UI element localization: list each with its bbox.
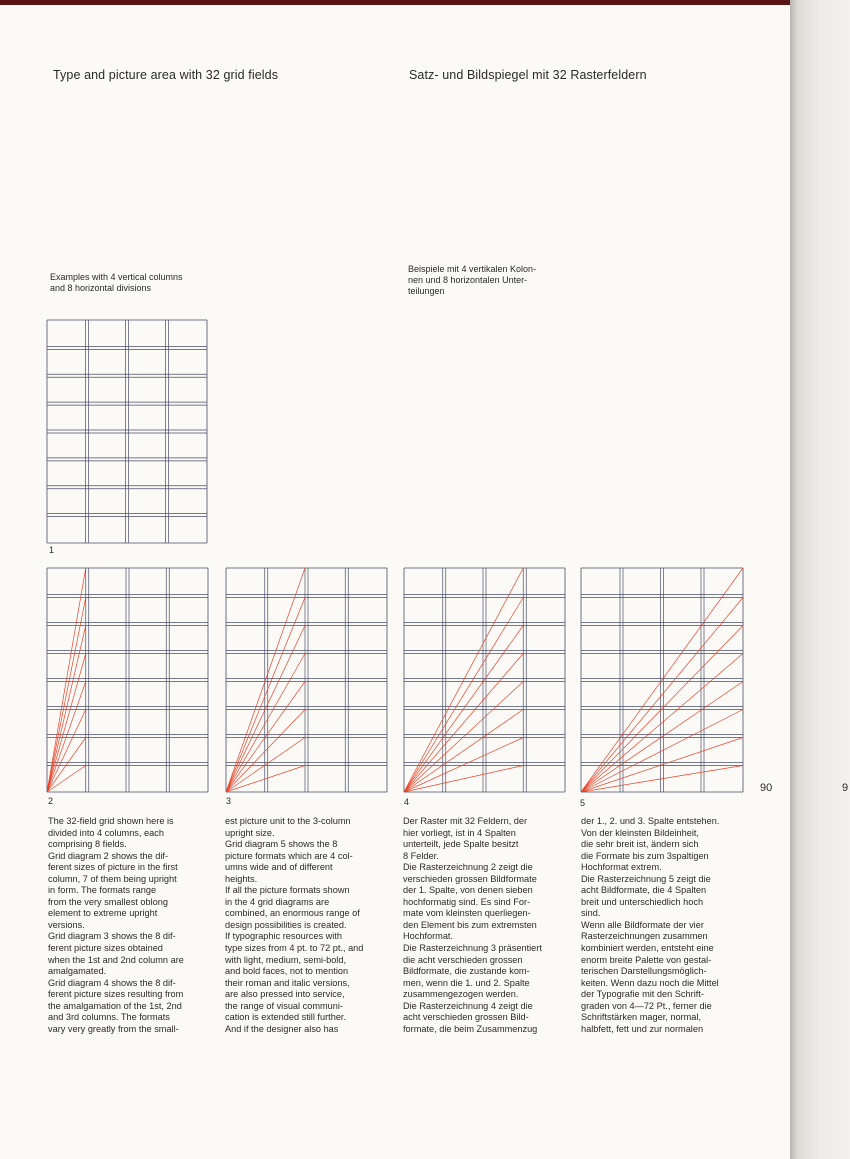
heading-german: Satz- und Bildspiegel mit 32 Rasterfeldern (409, 68, 647, 82)
figure-number-2: 2 (48, 796, 54, 806)
fan-diagonal-line (226, 682, 305, 793)
fan-diagonal-line (581, 682, 743, 793)
book-gutter (790, 0, 850, 1159)
fan-diagonal-line (404, 654, 523, 793)
body-column-2: est picture unit to the 3-column upright size. Grid diagram 5 shows the 8 picture formats which are 4 col- umns wide and of different heights. If all the picture formats shown in the 4 grid diagrams are combined, an enormous range of design possibilities is created. If typographic resources with type sizes from 4 pt. to 72 pt., and with light, medium, semi-bold, and bold faces, not to mention their roman and italic versions, are also pressed into service, the range of visual communi- cation is extended still further. And if the designer also has (225, 816, 364, 1034)
grid-diagram-1 (47, 320, 207, 543)
fan-diagonal-line (47, 766, 86, 793)
caption-english: Examples with 4 vertical columns and 8 horizontal divisions (50, 272, 183, 293)
fan-diagonal-line (404, 710, 523, 793)
caption-german: Beispiele mit 4 vertikalen Kolon- nen und 8 horizontalen Unter- teilungen (408, 264, 537, 296)
fan-diagonal-line (47, 654, 86, 793)
fan-diagonal-line (226, 568, 305, 792)
fan-diagonal-line (226, 710, 305, 793)
figure-number-4: 4 (404, 797, 410, 807)
fan-diagonal-line (404, 682, 523, 793)
fan-diagonal-line (226, 766, 305, 793)
page-number-right: 9 (842, 782, 849, 794)
grid-diagram-4 (404, 568, 565, 792)
fan-diagonal-line (404, 738, 523, 793)
fan-diagonal-line (581, 568, 743, 792)
grid-diagram-3 (226, 568, 387, 792)
fan-diagonal-line (226, 654, 305, 793)
fan-diagonal-line (581, 654, 743, 793)
figure-number-5: 5 (580, 798, 586, 808)
fan-diagonal-line (404, 766, 523, 793)
figure-number-1: 1 (49, 545, 55, 555)
fan-diagonal-line (581, 766, 743, 793)
body-column-4: der 1., 2. und 3. Spalte entstehen. Von der kleinsten Bildeinheit, die sehr breit ist, ändern sich die Formate bis zum 3spaltigen Hochformat extrem. Die Rasterzeichnung 5 zeigt die acht Bildformate, die 4 Spalten breit und unterschiedlich hoch sind. Wenn alle Bildformate der vier Rasterzeichnungen zusammen kombiniert werden, entsteht eine enorm breite Palette von gestal- terischen Darstellungsmöglich- keiten. Wenn dazu noch die Mittel der Typografie mit den Schrift- graden von 4—72 Pt., ferner die Schriftstärken mager, normal, halbfett, fett und zur normalen (581, 816, 720, 1034)
grid-diagram-5 (581, 568, 743, 792)
figure-number-3: 3 (226, 796, 232, 806)
body-column-3: Der Raster mit 32 Feldern, der hier vorliegt, ist in 4 Spalten unterteilt, jede Spalte besitzt 8 Felder. Die Rasterzeichnung 2 zeigt die verschieden grossen Bildformate der 1. Spalte, von denen sieben hochformatig sind. Es sind For- mate vom kleinsten querliegen- den Element bis zum extremsten Hochformat. Die Rasterzeichnung 3 präsentiert die acht verschieden grossen Bildformate, die zustande kom- men, wenn die 1. und 2. Spalte zusammengezogen werden. Die Rasterzeichnung 4 zeigt die acht verschieden grossen Bild- formate, die beim Zusammenzug (403, 816, 542, 1034)
fan-diagonal-line (47, 568, 86, 792)
fan-diagonal-line (581, 710, 743, 793)
body-column-1: The 32-field grid shown here is divided into 4 columns, each comprising 8 fields. Grid diagram 2 shows the dif- ferent sizes of picture in the first column, 7 of them being upright in form. The formats range from the very smallest oblong element to extreme upright versions. Grid diagram 3 shows the 8 dif- ferent picture sizes obtained when the 1st and 2nd column are amalgamated. Grid diagram 4 shows the 8 dif- ferent picture sizes resulting from the amalgamation of the 1st, 2nd and 3rd columns. The formats vary very greatly from the small- (48, 816, 184, 1034)
grid-diagram-2 (47, 568, 208, 792)
fan-diagonal-line (226, 738, 305, 793)
fan-diagonal-line (47, 682, 86, 793)
page-number-left: 90 (760, 782, 773, 794)
heading-english: Type and picture area with 32 grid fields (53, 68, 279, 82)
fan-diagonal-line (404, 568, 523, 792)
fan-diagonal-line (581, 738, 743, 793)
fan-diagonal-line (47, 738, 86, 793)
